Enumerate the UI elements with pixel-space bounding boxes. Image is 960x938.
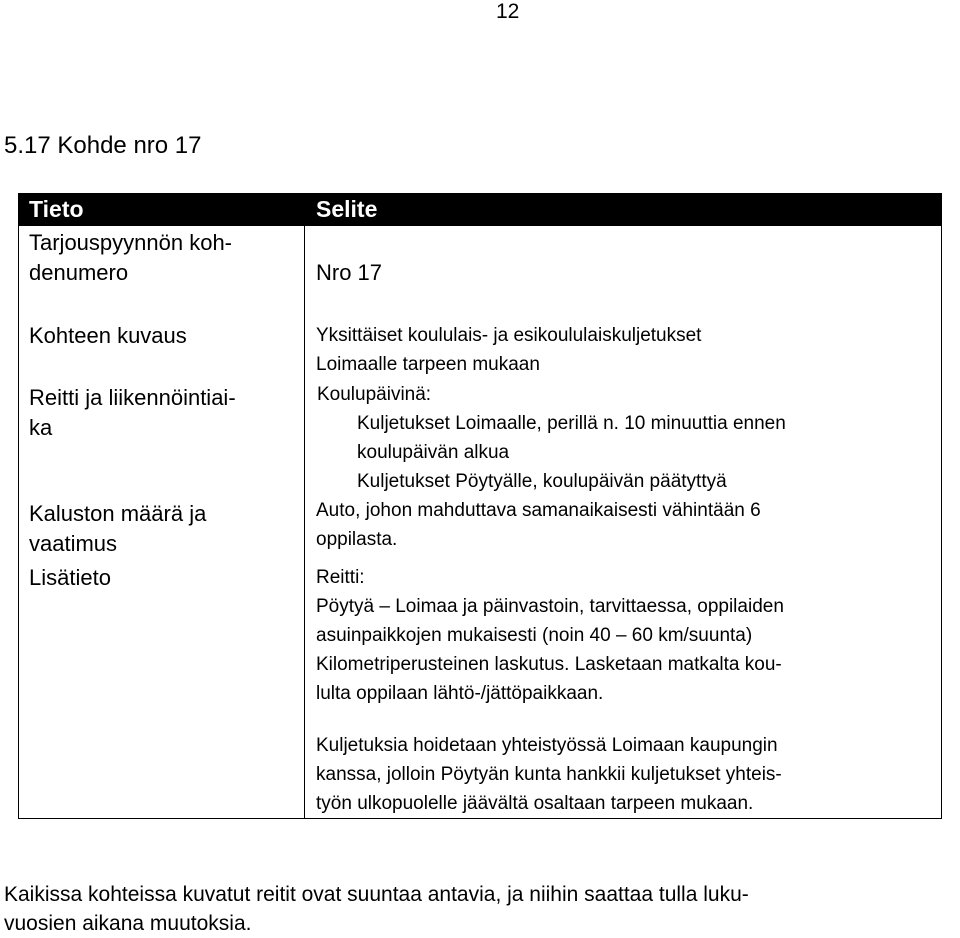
- value-lisatieto-line1: Reitti:: [316, 567, 365, 588]
- value-lisatieto-line3: asuinpaikkojen mukaisesti (noin 40 – 60 km/suunta): [316, 625, 753, 646]
- value-reitti-line1: Koulupäivinä:: [317, 384, 432, 405]
- info-table: [18, 193, 942, 819]
- value-reitti-line2: Kuljetukset Loimaalle, perillä n. 10 minuuttia ennen: [357, 413, 786, 434]
- value-lisatieto-line6: Kuljetuksia hoidetaan yhteistyössä Loimaan kaupungin: [316, 735, 778, 756]
- value-kohdenumero: Nro 17: [316, 260, 383, 285]
- column-divider: [304, 193, 305, 818]
- label-reitti-line1: Reitti ja liikennöintiai-: [29, 385, 236, 410]
- label-lisatieto: Lisätieto: [29, 565, 111, 590]
- value-reitti-line3: koulupäivän alkua: [357, 442, 510, 463]
- value-lisatieto-line4: Kilometriperusteinen laskutus. Lasketaan matkalta kou-: [316, 654, 782, 675]
- value-kalusto-line2: oppilasta.: [316, 529, 398, 550]
- label-tarjouspyynto-line2: denumero: [29, 260, 129, 285]
- footer-line1: Kaikissa kohteissa kuvatut reitit ovat suuntaa antavia, ja niihin saattaa tulla luku-: [4, 883, 749, 906]
- label-kohteen-kuvaus: Kohteen kuvaus: [29, 323, 187, 348]
- value-reitti-line4: Kuljetukset Pöytyälle, koulupäivän päätyttyä: [357, 471, 727, 492]
- footer-line2: vuosien aikana muutoksia.: [4, 912, 252, 935]
- value-lisatieto-line7: kanssa, jolloin Pöytyän kunta hankkii kuljetukset yhteis-: [316, 764, 782, 785]
- value-lisatieto-line5: lulta oppilaan lähtö-/jättöpaikkaan.: [316, 683, 604, 704]
- label-reitti-line2: ka: [29, 415, 53, 440]
- page-number: 12: [496, 0, 520, 23]
- header-tieto: Tieto: [29, 196, 84, 222]
- header-selite: Selite: [316, 196, 378, 222]
- footer-note: [4, 880, 954, 938]
- section-heading: 5.17 Kohde nro 17: [4, 132, 202, 159]
- value-kuvaus-line2: Loimaalle tarpeen mukaan: [316, 354, 540, 375]
- value-kuvaus-line1: Yksittäiset koululais- ja esikoululaiskuljetukset: [316, 325, 702, 346]
- value-lisatieto-line2: Pöytyä – Loimaa ja päinvastoin, tarvittaessa, oppilaiden: [316, 596, 784, 617]
- label-kalusto-line2: vaatimus: [29, 531, 118, 556]
- label-kalusto-line1: Kaluston määrä ja: [29, 501, 207, 526]
- value-kalusto-line1: Auto, johon mahduttava samanaikaisesti vähintään 6: [316, 500, 761, 521]
- label-tarjouspyynto-line1: Tarjouspyynnön koh-: [29, 230, 233, 255]
- value-lisatieto-line8: työn ulkopuolelle jäävältä osaltaan tarpeen mukaan.: [316, 793, 754, 814]
- table-header: [19, 193, 941, 226]
